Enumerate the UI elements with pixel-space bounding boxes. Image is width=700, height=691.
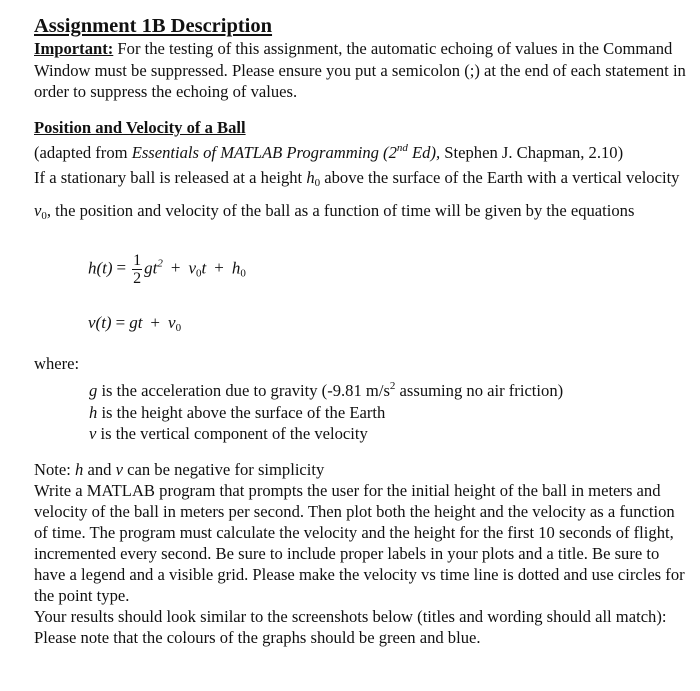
definition-h <box>89 402 688 424</box>
v0-letter: v <box>34 200 42 220</box>
important-text: For the testing of this assignment, the automatic echoing of values in the Command Window must be suppressed. Please ensure you put a semicolon (;) at the end of each statement in order to suppress the echoing of values. <box>34 39 686 101</box>
definition-g-superscript: 2 <box>389 380 396 392</box>
h0-subscript: 0 <box>314 176 321 189</box>
equations-block <box>34 230 688 345</box>
definition-h-text: is the height above the surface of the Earth <box>97 402 386 422</box>
eq1-square-superscript: 2 <box>157 256 163 269</box>
document-page <box>34 14 688 648</box>
note-v-symbol: v <box>115 459 123 479</box>
intro-part-2: above the surface of the Earth with a vertical velocity <box>320 167 680 187</box>
height-equation <box>88 252 246 287</box>
definition-v-text: is the vertical component of the velocity <box>96 424 368 443</box>
adapted-from-line <box>34 138 688 164</box>
eq1-lhs: h(t) <box>88 257 113 277</box>
note-line <box>34 459 688 480</box>
book-title-text: Essentials of MATLAB Programming (2 <box>131 143 397 162</box>
definition-v <box>89 423 688 445</box>
eq2-v-term: v <box>168 312 176 332</box>
note-middle: and <box>83 459 116 479</box>
half-fraction <box>132 252 142 287</box>
fraction-numerator: 1 <box>133 251 142 269</box>
eq2-lhs: v(t) <box>88 312 112 332</box>
h0-letter: h <box>306 167 315 187</box>
definition-h-symbol: h <box>89 402 98 422</box>
book-title <box>132 143 440 162</box>
document-title: Assignment 1B Description <box>34 15 273 37</box>
eq1-v-subscript: 0 <box>196 266 202 279</box>
definition-g-text: is the acceleration due to gravity (-9.81 m/s <box>97 381 390 400</box>
h0-symbol <box>306 168 320 187</box>
eq1-h-term: h <box>231 257 241 277</box>
intro-paragraph <box>34 164 688 230</box>
fraction-denominator: 2 <box>133 269 142 287</box>
important-label: Important: <box>34 39 114 58</box>
definition-v-symbol: v <box>89 424 97 443</box>
section-heading: Position and Velocity of a Ball <box>34 117 246 137</box>
eq1-plus-2: + <box>214 257 224 277</box>
intro-part-3: , the position and velocity of the ball as a function of time will be given by the equations <box>46 200 635 220</box>
eq1-gt-term: gt <box>144 257 158 277</box>
edition-superscript: nd <box>396 142 408 154</box>
definitions-list <box>89 376 688 445</box>
eq1-equals: = <box>116 257 127 277</box>
where-label: where: <box>34 353 80 373</box>
results-note: Your results should look similar to the screenshots below (titles and wording should all match): <box>34 606 667 626</box>
instructions-paragraph: Write a MATLAB program that prompts the user for the initial height of the ball in meters and velocity of the ball in meters per second. Then plot both the height and the velocity as a function of time. The program must calculate the velocity and the height for the first 10 seconds of flight, incremented every second. Be sure to include proper labels in your plots and a title. Be sure to have a legend and a visible grid. Please make the velocity vs time line is dotted and use circles for the point type. <box>34 480 685 605</box>
eq2-plus: + <box>150 312 161 332</box>
note-h-symbol: h <box>75 459 84 479</box>
eq1-plus-1: + <box>170 257 181 277</box>
eq1-v-term: v <box>188 257 197 277</box>
intro-part-1: If a stationary ball is released at a height <box>34 167 307 187</box>
velocity-equation <box>88 312 181 340</box>
v0-subscript: 0 <box>41 209 47 222</box>
eq1-h-subscript: 0 <box>240 266 246 279</box>
eq2-v-subscript: 0 <box>175 321 182 334</box>
v0-symbol <box>34 201 47 220</box>
colours-note: Please note that the colours of the graphs should be green and blue. <box>34 627 481 647</box>
adapted-suffix: Stephen J. Chapman, 2.10) <box>440 143 624 162</box>
adapted-prefix: (adapted from <box>34 143 132 162</box>
note-prefix: Note: <box>34 459 76 479</box>
note-and-instructions <box>34 459 688 648</box>
definition-g-text-after: assuming no air friction) <box>395 381 564 400</box>
definition-g-symbol: g <box>89 381 98 400</box>
eq2-equals: = <box>115 312 126 332</box>
eq1-t-term: t <box>201 257 207 277</box>
note-suffix: can be negative for simplicity <box>122 459 325 479</box>
important-paragraph <box>34 38 688 103</box>
edition-suffix: Ed), <box>407 143 441 162</box>
definition-g <box>89 376 688 402</box>
eq2-gt-term: gt <box>129 312 143 332</box>
